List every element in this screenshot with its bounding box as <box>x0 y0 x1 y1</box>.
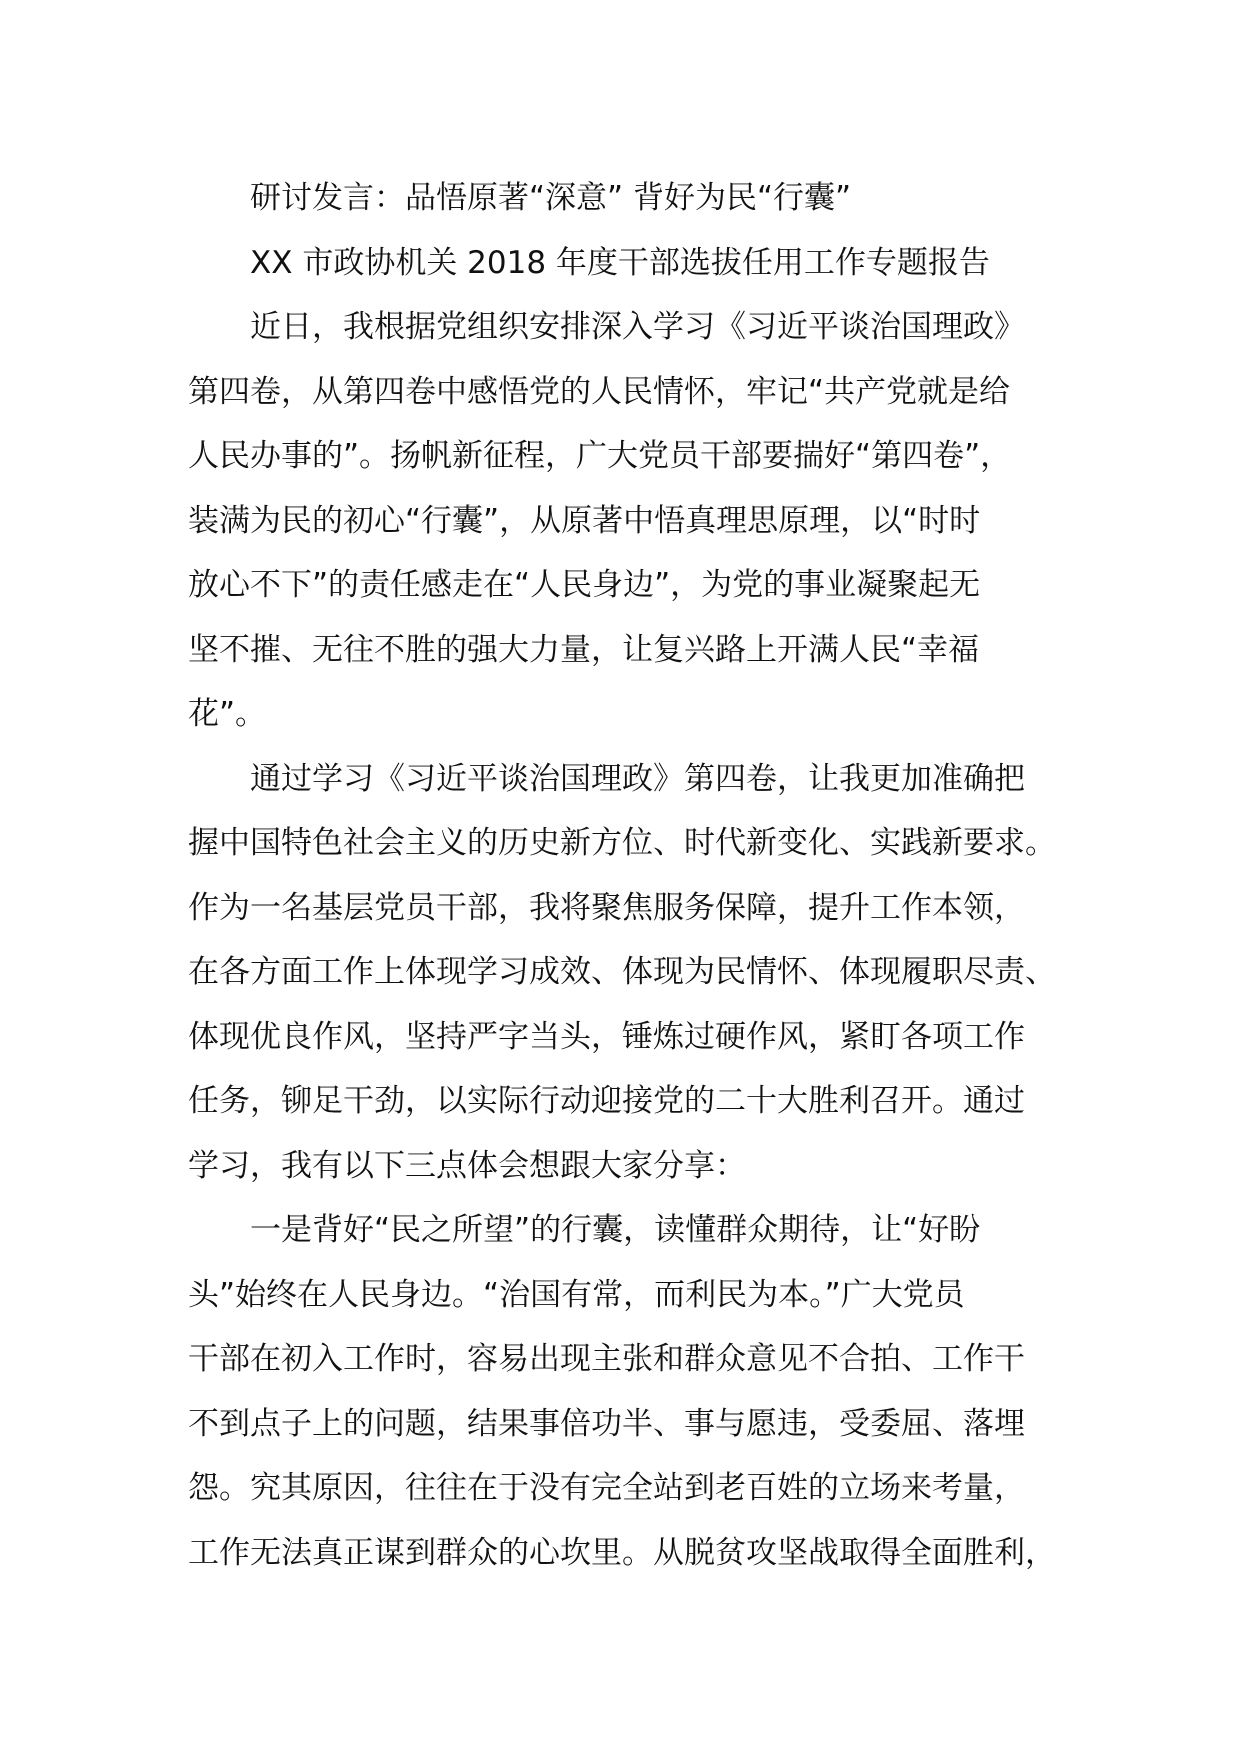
paragraph-line: 作为一名基层党员干部，我将聚焦服务保障，提升工作本领， <box>188 889 1025 926</box>
paragraph-line: 头”始终在人民身边。“治国有常，而利民为本。”广大党员 <box>188 1276 965 1313</box>
paragraph-line: 任务，铆足干劲，以实际行动迎接党的二十大胜利召开。通过 <box>188 1083 1025 1119</box>
paragraph-line: 工作无法真正谋到群众的心坎里。从脱贫攻坚战取得全面胜利， <box>188 1534 1056 1571</box>
paragraph-line: 握中国特色社会主义的历史新方位、时代新变化、实践新要求。 <box>188 825 1056 861</box>
paragraph-line: 第四卷，从第四卷中感悟党的人民情怀，牢记“共产党就是给 <box>188 373 1011 410</box>
paragraph-line: 一是背好“民之所望”的行囊，读懂群众期待，让“好盼 <box>250 1212 981 1248</box>
paragraph-line: 不到点子上的问题，结果事倍功半、事与愿违，受委屈、落埋 <box>188 1405 1025 1442</box>
paragraph-line: 近日，我根据党组织安排深入学习《习近平谈治国理政》 <box>250 309 1025 345</box>
document-title: 研讨发言：品悟原著“深意” 背好为民“行囊” <box>250 180 852 216</box>
paragraph-line: 放心不下”的责任感走在“人民身边”，为党的事业凝聚起无 <box>188 567 981 603</box>
paragraph-2 <box>188 747 1078 1199</box>
paragraph-line: 坚不摧、无往不胜的强大力量，让复兴路上开满人民“幸福 <box>188 631 980 668</box>
paragraph-1 <box>188 295 1078 747</box>
paragraph-line: 干部在初入工作时，容易出现主张和群众意见不合拍、工作干 <box>188 1341 1025 1377</box>
document-subtitle: XX 市政协机关 2018 年度干部选拔任用工作专题报告 <box>250 244 990 281</box>
paragraph-line: 花”。 <box>188 696 267 732</box>
paragraph-line: 在各方面工作上体现学习成效、体现为民情怀、体现履职尽责、 <box>188 954 1056 990</box>
document-body <box>188 166 1078 1585</box>
paragraph-line: 人民办事的”。扬帆新征程，广大党员干部要揣好“第四卷”， <box>188 438 1012 474</box>
paragraph-3 <box>188 1198 1078 1585</box>
paragraph-line: 体现优良作风，坚持严字当头，锤炼过硬作风，紧盯各项工作 <box>188 1018 1025 1055</box>
paragraph-line: 装满为民的初心“行囊”，从原著中悟真理思原理，以“时时 <box>188 502 981 539</box>
paragraph-line: 学习，我有以下三点体会想跟大家分享： <box>188 1147 746 1184</box>
paragraph-line: 通过学习《习近平谈治国理政》第四卷，让我更加准确把 <box>250 760 1025 797</box>
paragraph-line: 怨。究其原因，往往在于没有完全站到老百姓的立场来考量， <box>188 1470 1025 1506</box>
